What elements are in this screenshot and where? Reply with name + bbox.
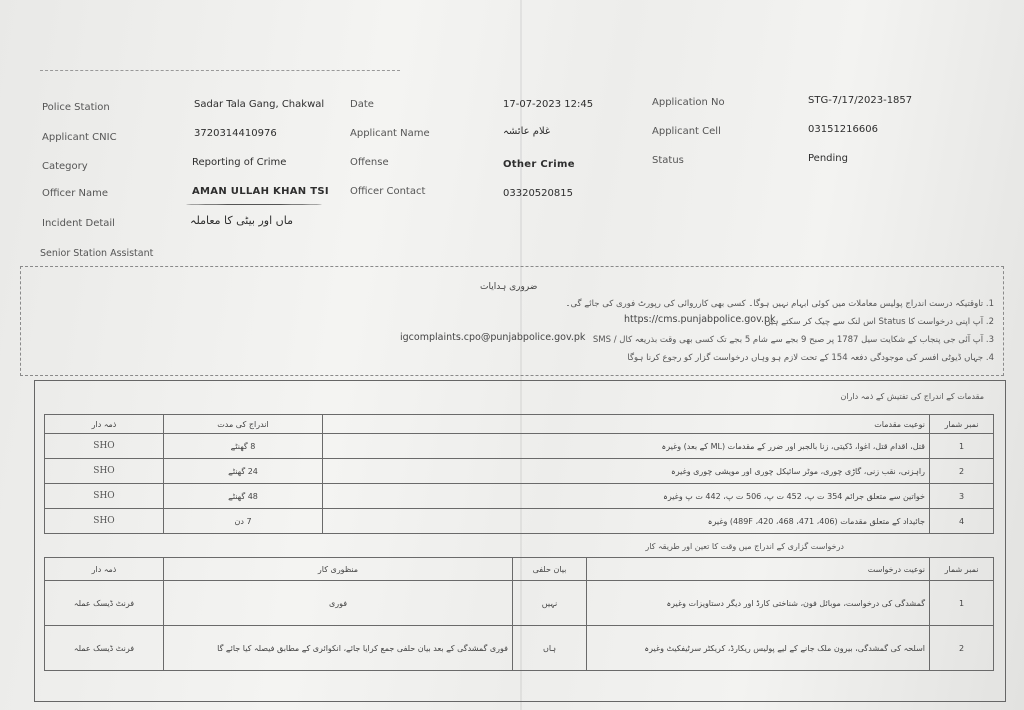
t1-header-desc: نوعیت مقدمات [323, 415, 930, 434]
applicant-cell-label: Applicant Cell [652, 126, 721, 137]
applicant-cell-value: 03151216606 [808, 124, 878, 135]
t1-header-no: نمبر شمار [930, 415, 994, 434]
t1-r2-no: 2 [930, 459, 994, 484]
applicant-name-label: Applicant Name [350, 128, 430, 139]
t1-r4-resp: SHO [45, 509, 164, 534]
category-label: Category [42, 161, 88, 172]
t1-header-time: اندراج کی مدت [164, 415, 323, 434]
t2-header-desc: نوعیت درخواست [587, 558, 930, 581]
police-station-label: Police Station [42, 102, 110, 113]
table-row [45, 434, 994, 459]
complaint-email[interactable]: igcomplaints.cpo@punjabpolice.gov.pk [400, 332, 586, 343]
t2-r2-approval: فوری گمشدگی کے بعد بیان حلفی جمع کرایا جائے، انکوائری کے مطابق فیصلہ کیا جائے گا [164, 626, 513, 671]
t2-r2-affidavit: ہاں [513, 626, 587, 671]
t1-r2-desc: راہزنی، نقب زنی، گاڑی چوری، موٹر سائیکل چوری اور مویشی چوری وغیرہ [323, 459, 930, 484]
t1-r4-desc: جائیداد کے متعلق مقدمات (406، 471، 468، 420، 489F) وغیرہ [323, 509, 930, 534]
table-row [45, 626, 994, 671]
t1-r3-time: 48 گھنٹے [164, 484, 323, 509]
instruction-line-4: 4. جہاں ڈیوٹی افسر کی موجودگی دفعہ 154 کے تحت لازم ہو وہاں درخواست گزار کو رجوع کرنا ہوگا [627, 353, 994, 363]
t1-r3-no: 3 [930, 484, 994, 509]
t2-r1-approval: فوری [164, 581, 513, 626]
t1-r3-resp: SHO [45, 484, 164, 509]
cnic-label: Applicant CNIC [42, 132, 117, 143]
t2-header-affidavit: بیان حلفی [513, 558, 587, 581]
cnic-value: 3720314410976 [194, 128, 277, 139]
instruction-line-2: 2. آپ اپنی درخواست کا Status اس لنک سے چیک کر سکتے ہیں [764, 317, 994, 327]
officer-contact-label: Officer Contact [350, 186, 426, 197]
table2-caption: درخواست گزاری کے اندراج میں وقت کا تعین اور طریقہ کار [645, 542, 844, 551]
case-registration-table [44, 414, 994, 534]
instructions-title: ضروری ہدایات [480, 282, 538, 292]
t1-r2-time: 24 گھنٹے [164, 459, 323, 484]
t1-header-resp: ذمہ دار [45, 415, 164, 434]
t2-r2-no: 2 [930, 626, 994, 671]
category-value: Reporting of Crime [192, 157, 287, 168]
officer-name-label: Officer Name [42, 188, 108, 199]
date-label: Date [350, 99, 374, 110]
t1-r1-time: 8 گھنٹے [164, 434, 323, 459]
table-row [45, 581, 994, 626]
t1-r4-no: 4 [930, 509, 994, 534]
t1-r4-time: 7 دن [164, 509, 323, 534]
t2-r1-resp: فرنٹ ڈیسک عملہ [45, 581, 164, 626]
incident-label: Incident Detail [42, 218, 115, 229]
status-value: Pending [808, 153, 848, 164]
t1-r1-no: 1 [930, 434, 994, 459]
t2-r1-desc: گمشدگی کی درخواست، موبائل فون، شناختی کارڈ اور دیگر دستاویزات وغیرہ [587, 581, 930, 626]
application-no-value: STG-7/17/2023-1857 [808, 95, 913, 106]
t2-r2-resp: فرنٹ ڈیسک عملہ [45, 626, 164, 671]
offense-label: Offense [350, 157, 389, 168]
officer-name-underline [186, 204, 322, 205]
t2-header-approval: منظوری کار [164, 558, 513, 581]
footer-signatory: Senior Station Assistant [40, 248, 154, 259]
t2-r2-desc: اسلحہ کی گمشدگی، بیرون ملک جانے کے لیے پولیس ریکارڈ، کریکٹر سرٹیفکیٹ وغیرہ [587, 626, 930, 671]
table-row [45, 459, 994, 484]
t2-header-resp: ذمہ دار [45, 558, 164, 581]
t1-r1-resp: SHO [45, 434, 164, 459]
offense-value: Other Crime [503, 159, 575, 170]
t1-r3-desc: خواتین سے متعلق جرائم 354 ت پ، 452 ت پ، 506 ت پ، 442 ت پ وغیرہ [323, 484, 930, 509]
status-label: Status [652, 155, 684, 166]
table1-caption: مقدمات کے اندراج کی تفتیش کے ذمہ داران [840, 392, 984, 401]
top-dashed-line [40, 70, 400, 71]
instruction-line-1: 1. تاوقتیکہ درست اندراج پولیس معاملات میں کوئی ابہام نہیں ہوگا۔ کسی بھی کارروائی کی رپورٹ فوری کی جائے گی۔ [565, 299, 994, 309]
officer-contact-value: 03320520815 [503, 188, 573, 199]
t1-r2-resp: SHO [45, 459, 164, 484]
t2-r1-no: 1 [930, 581, 994, 626]
t2-r1-affidavit: نہیں [513, 581, 587, 626]
t2-header-no: نمبر شمار [930, 558, 994, 581]
table-row [45, 509, 994, 534]
police-station-value: Sadar Tala Gang, Chakwal [194, 99, 325, 110]
application-procedure-table [44, 557, 994, 671]
incident-value: ماں اور بیٹی کا معاملہ [190, 214, 293, 227]
application-no-label: Application No [652, 97, 725, 108]
cms-link[interactable]: https://cms.punjabpolice.gov.pk [624, 314, 776, 325]
officer-name-value: AMAN ULLAH KHAN TSI [192, 186, 329, 197]
instruction-line-3: 3. آپ آئی جی پنجاب کے شکایت سیل 1787 پر صبح 9 بجے سے شام 5 بجے تک کسی بھی وقت بذریعہ کال / SMS [592, 335, 994, 345]
table-row [45, 484, 994, 509]
t1-r1-desc: قتل، اقدام قتل، اغوا، ڈکیتی، زنا بالجبر اور ضرر کے مقدمات (ML کے بعد) وغیرہ [323, 434, 930, 459]
applicant-name-value: غلام عائشہ [503, 126, 551, 137]
date-value: 17-07-2023 12:45 [503, 99, 594, 110]
